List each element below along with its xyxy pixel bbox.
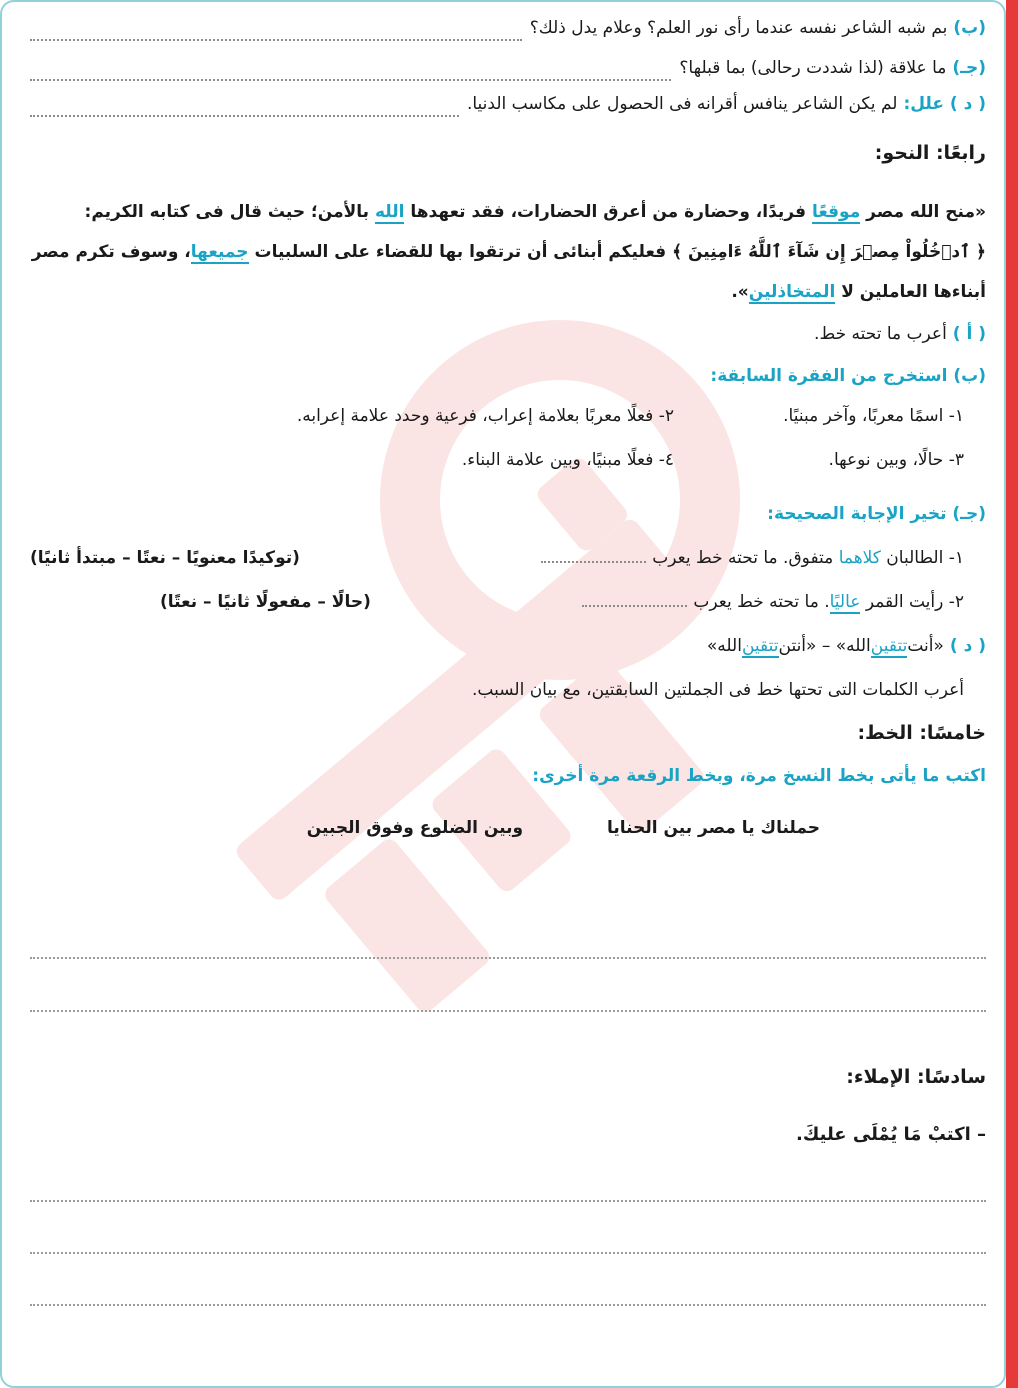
question-b-text: بم شبه الشاعر نفسه عندما رأى نور العلم؟ وعلام يدل ذلك؟ <box>529 18 948 38</box>
section-5-instruction-text: اكتب ما يأتى بخط النسخ مرة، وبخط الرقعة مرة أخرى: <box>532 766 986 786</box>
underlined-word: المتخاذلين <box>748 282 836 302</box>
task-d-instruction <box>30 680 986 720</box>
grammar-paragraph <box>30 194 986 310</box>
task-c-item-1-text <box>652 548 986 568</box>
dictation-line-1[interactable] <box>30 1200 986 1202</box>
section-6-instruction-text: – اكتبْ مَا يُمْلَى عليكَ. <box>796 1124 986 1145</box>
task-b-item-1: ١- اسمًا معربًا، وآخر مبنيًا. <box>783 406 964 426</box>
text-span: متفوق. ما تحته خط يعرب <box>652 548 839 568</box>
question-j-text: ما علاقة (لذا شددت رحالى) بما قبلها؟ <box>679 58 947 78</box>
worksheet-content <box>30 18 986 862</box>
text-span: ١- الطالبان <box>880 548 964 568</box>
text-span: فريدًا، وحضارة من أعرق الحضارات، فقد تعهدها <box>404 202 812 222</box>
task-c-item-1 <box>30 548 986 590</box>
question-d-label: ( د ) علل: <box>903 94 986 114</box>
task-b-item-3: ٣- حالًا، وبين نوعها. <box>828 450 964 470</box>
dictation-line-2[interactable] <box>30 1252 986 1254</box>
task-d <box>30 636 986 676</box>
verse-right: حملناك يا مصر بين الحنايا <box>607 818 820 838</box>
dictation-line-3[interactable] <box>30 1304 986 1306</box>
calligraphy-verse <box>30 818 986 862</box>
answer-line[interactable] <box>541 561 646 563</box>
text-span: ، وسوف تكرم مصر <box>31 242 191 262</box>
task-b-item-2: ٢- فعلًا معربًا بعلامة إعراب، فرعية وحدد علامة إعرابه. <box>296 406 674 426</box>
section-6-instruction <box>796 1124 986 1145</box>
task-c-item-2-text <box>693 592 986 612</box>
task-b-title-text: (ب) استخرج من الفقرة السابقة: <box>710 366 986 386</box>
task-c-item-2-options: (حالًا – مفعولًا ثانيًا – نعتًا) <box>160 592 371 612</box>
section-6-title-text: سادسًا: الإملاء: <box>846 1066 986 1088</box>
text-span: بالأمن؛ حيث قال فى كتابه الكريم: <box>84 202 375 222</box>
task-b-title <box>30 366 986 402</box>
underlined-word: عاليًا <box>829 592 861 612</box>
underlined-word: موقعًا <box>811 202 861 222</box>
text-span: ﴿ ٱدۡخُلُواْ مِصۡرَ إِن شَآءَ ٱللَّهُ ءَامِنِينَ ﴾ فعليكم أبنائى أن ترتقوا بها للقضاء على السلبيات <box>248 242 986 262</box>
question-b-label: (ب) <box>953 18 986 38</box>
task-d-label: ( د ) <box>949 636 986 656</box>
task-b-row-1 <box>30 406 986 446</box>
section-5-title-text: خامسًا: الخط: <box>857 722 986 744</box>
task-a-label: ( أ ) <box>952 324 986 344</box>
task-c-item-1-options: (توكيدًا معنويًا – نعتًا – مبتدأ ثانيًا) <box>30 548 300 568</box>
text-span: ». <box>731 282 749 302</box>
text-span: أبناءها العاملين لا <box>835 282 986 302</box>
text-span: «منح الله مصر <box>860 202 986 222</box>
task-d-instruction-text: أعرب الكلمات التى تحتها خط فى الجملتين السابقتين، مع بيان السبب. <box>472 680 964 700</box>
text-span: الله» <box>706 636 742 656</box>
verse-left: وبين الضلوع وفوق الجبين <box>306 818 524 838</box>
task-c-title-text: (جـ) تخير الإجابة الصحيحة: <box>767 504 986 524</box>
answer-line[interactable] <box>30 114 459 117</box>
section-4-title <box>30 142 986 182</box>
underlined-word: الله <box>374 202 405 222</box>
answer-line[interactable] <box>30 38 522 41</box>
paragraph-line-2 <box>30 234 986 270</box>
question-j-label: (جـ) <box>952 58 986 78</box>
answer-line[interactable] <box>582 605 687 607</box>
task-b-item-4: ٤- فعلًا مبنيًا، وبين علامة البناء. <box>461 450 674 470</box>
question-j <box>30 58 986 94</box>
paragraph-line-3 <box>30 274 986 310</box>
writing-line-1[interactable] <box>30 957 986 959</box>
task-a <box>30 324 986 360</box>
underlined-word: تتقين <box>870 636 908 656</box>
question-d <box>30 94 986 130</box>
task-a-text: أعرب ما تحته خط. <box>814 324 947 344</box>
question-b <box>30 18 986 54</box>
section-5-title <box>30 722 986 762</box>
writing-line-2[interactable] <box>30 1010 986 1012</box>
section-6-title <box>846 1066 986 1088</box>
page-edge-bar <box>1006 0 1018 1388</box>
paragraph-line-1 <box>30 194 986 230</box>
section-4-title-text: رابعًا: النحو: <box>874 142 986 164</box>
text-span: «أنت <box>907 636 944 656</box>
section-5-instruction <box>30 766 986 804</box>
answer-line[interactable] <box>30 78 671 81</box>
text-span: الله» – «أنتن <box>778 636 871 656</box>
task-c-item-2 <box>30 592 986 634</box>
text-span: ٢- رأيت القمر <box>860 592 964 612</box>
question-d-text: لم يكن الشاعر ينافس أقرانه فى الحصول على مكاسب الدنيا. <box>466 94 898 114</box>
underlined-word: جميعها <box>190 242 249 262</box>
task-b-row-2 <box>30 450 986 490</box>
text-span: . ما تحته خط يعرب <box>693 592 830 612</box>
underlined-word: كلاهما <box>838 548 881 568</box>
underlined-word: تتقين <box>741 636 779 656</box>
task-c-title <box>30 504 986 542</box>
